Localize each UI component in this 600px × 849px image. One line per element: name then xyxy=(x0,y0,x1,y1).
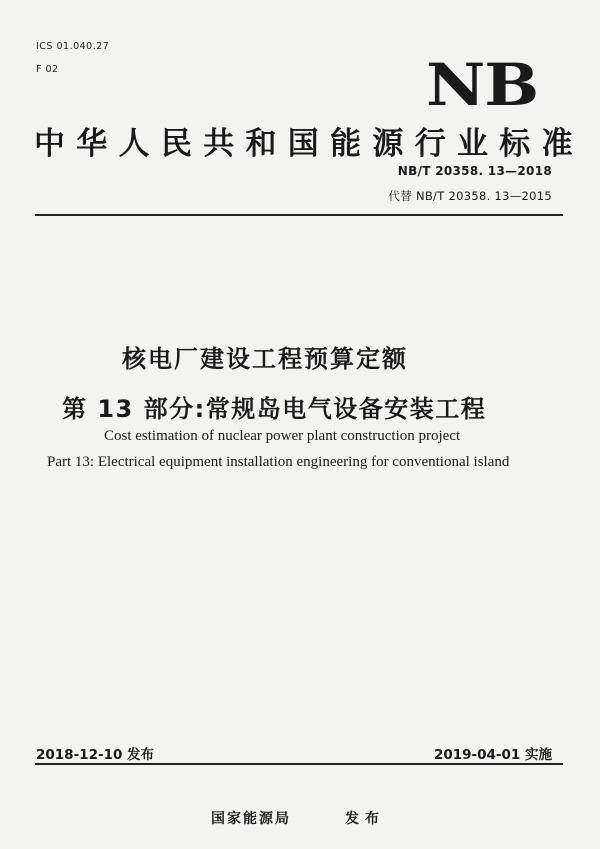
standard-number: NB/T 20358. 13—2018 xyxy=(397,164,552,178)
title-zh-main: 核电厂建设工程预算定额 xyxy=(122,345,408,373)
ics-code: ICS 01.040.27 xyxy=(36,41,110,52)
ccs-code: F 02 xyxy=(36,64,59,75)
nb-logo: NB xyxy=(426,51,539,119)
publisher: 国家能源局 xyxy=(211,811,291,827)
standard-category-title: 中华人民共和国能源行业标准 xyxy=(34,126,584,162)
publish-label: 发布 xyxy=(345,811,385,827)
implementation-date: 2019-04-01 实施 xyxy=(433,747,552,763)
replaces-standard: 代替 NB/T 20358. 13—2015 xyxy=(388,189,552,203)
title-en-main: Cost estimation of nuclear power plant construction project xyxy=(104,428,461,444)
bottom-divider xyxy=(35,763,563,765)
issue-date: 2018-12-10 发布 xyxy=(36,747,155,763)
title-zh-part: 第 13 部分:常规岛电气设备安装工程 xyxy=(62,395,487,423)
title-en-part: Part 13: Electrical equipment installation engineering for conventional island xyxy=(47,454,510,470)
top-divider xyxy=(35,214,563,216)
